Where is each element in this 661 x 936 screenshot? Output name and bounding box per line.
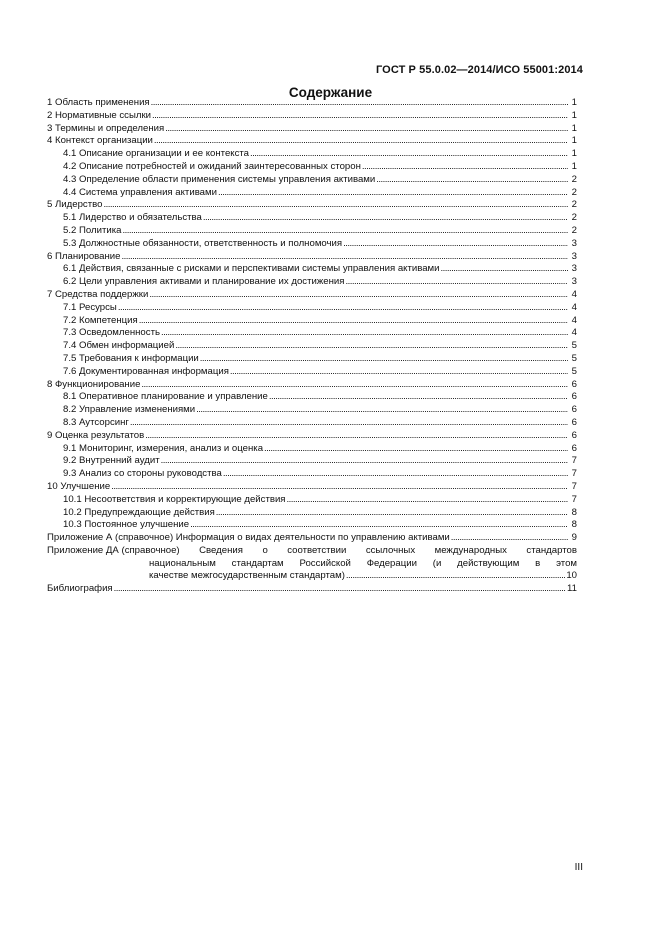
toc-entry-title: 5.3 Должностные обязанности, ответственность и полномочия: [63, 237, 343, 249]
toc-entry: [47, 481, 577, 494]
toc-entry-page: 1: [571, 109, 577, 121]
toc-entry: [47, 161, 577, 174]
dot-leader: [223, 468, 568, 481]
toc-entry-title: 7.2 Компетенция: [63, 314, 138, 326]
toc-entry-title: 8.3 Аутсорсинг: [63, 416, 129, 428]
dot-leader: [451, 532, 568, 545]
dot-leader: [151, 97, 568, 110]
toc-entry-page: 8: [571, 519, 577, 531]
toc-entry-title: 9.3 Анализ со стороны руководства: [63, 468, 222, 480]
toc-entry: [47, 366, 577, 379]
toc-entry-title: 2 Нормативные ссылки: [47, 109, 152, 121]
toc-entry: [47, 430, 577, 443]
toc-word: соответствии: [287, 544, 347, 556]
toc-entry-title: 7.6 Документированная информация: [63, 365, 229, 377]
toc-entry: [47, 123, 577, 136]
toc-entry-page: 1: [571, 135, 577, 147]
toc-entry-page: 9: [571, 532, 577, 544]
toc-entry-title: 5.1 Лидерство и обязательства: [63, 212, 202, 224]
toc-entry-page: 7: [571, 480, 577, 492]
toc-entry-title: 4.3 Определение области применения системы управления активами: [63, 173, 376, 185]
toc-word: стандартов: [526, 544, 577, 556]
toc-entry-page: 2: [571, 173, 577, 185]
toc-entry-title: 8.1 Оперативное планирование и управление: [63, 391, 268, 403]
toc-entry-page: 4: [571, 301, 577, 313]
toc-entry-page: 2: [571, 212, 577, 224]
toc-entry: [47, 404, 577, 417]
toc-word: стандартам: [231, 557, 284, 569]
toc-entry: [47, 340, 577, 353]
dot-leader: [190, 519, 568, 532]
toc-entry: [47, 238, 577, 251]
toc-entry-title: Библиография: [47, 583, 113, 595]
dot-leader: [130, 417, 568, 430]
dot-leader: [203, 212, 568, 225]
toc-entry-title: качестве межгосударственным стандартам): [149, 570, 345, 582]
toc-entry-title: 4 Контекст организации: [47, 135, 153, 147]
toc-entry: [47, 507, 577, 520]
toc-entry-title: 5.2 Политика: [63, 224, 122, 236]
toc-word: ссылочных: [365, 544, 416, 556]
toc-entry: [47, 468, 577, 481]
toc-entry-title: 10 Улучшение: [47, 480, 111, 492]
toc-entry: [47, 174, 577, 187]
dot-leader: [269, 391, 568, 404]
toc-entry: [47, 251, 577, 264]
toc-entry-title: 9.2 Внутренний аудит: [63, 455, 160, 467]
toc-entry-title: 7.1 Ресурсы: [63, 301, 117, 313]
toc-entry: [47, 519, 577, 532]
toc-entry: [47, 187, 577, 200]
toc-entry-page: 7: [571, 468, 577, 480]
dot-leader: [250, 148, 568, 161]
toc-entry-page: 3: [571, 276, 577, 288]
document-code-header: ГОСТ Р 55.0.02—2014/ИСО 55001:2014: [375, 64, 583, 76]
dot-leader: [345, 276, 568, 289]
dot-leader: [200, 353, 568, 366]
toc-entry-title: 9 Оценка результатов: [47, 429, 145, 441]
toc-entry-title: 7 Средства поддержки: [47, 288, 149, 300]
dot-leader: [161, 327, 568, 340]
toc-entry-title: 10.2 Предупреждающие действия: [63, 506, 215, 518]
toc-entry: [47, 135, 577, 148]
toc-entry-page: 4: [571, 288, 577, 300]
dot-leader: [122, 225, 568, 238]
toc-word: Российской: [299, 557, 351, 569]
dot-leader: [118, 302, 568, 315]
toc-entry-page: 10: [566, 570, 577, 582]
toc-entry-page: 6: [571, 378, 577, 390]
toc-entry: [47, 110, 577, 123]
toc-word: Приложение ДА (справочное): [47, 544, 180, 556]
toc-entry-title-line: [47, 545, 577, 558]
dot-leader: [343, 238, 568, 251]
toc-entry-page: 8: [571, 506, 577, 518]
toc-entry-title: 8.2 Управление изменениями: [63, 404, 196, 416]
toc-entry-title: 4.2 Описание потребностей и ожиданий заинтересованных сторон: [63, 160, 361, 172]
toc-entry: [47, 494, 577, 507]
toc-entry-page: 3: [571, 250, 577, 262]
toc-entry: [47, 583, 577, 596]
toc-entry: [47, 417, 577, 430]
dot-leader: [152, 110, 568, 123]
dot-leader: [441, 263, 568, 276]
toc-entry: [47, 225, 577, 238]
toc-entry-page: 5: [571, 340, 577, 352]
toc-entry-page: 6: [571, 442, 577, 454]
toc-entry: [47, 532, 577, 545]
toc-word: Сведения: [199, 544, 243, 556]
toc-entry: [47, 212, 577, 225]
dot-leader: [145, 430, 568, 443]
toc-entry: [47, 327, 577, 340]
dot-leader: [165, 123, 568, 136]
toc-entry-title: 9.1 Мониторинг, измерения, анализ и оценка: [63, 442, 264, 454]
dot-leader: [111, 481, 568, 494]
dot-leader: [376, 174, 568, 187]
toc-entry-page: 1: [571, 122, 577, 134]
toc-entry-page: 7: [571, 455, 577, 467]
toc-entry-title: 5 Лидерство: [47, 199, 103, 211]
toc-entry-title: 10.1 Несоответствия и корректирующие действия: [63, 493, 286, 505]
toc-entry: [47, 302, 577, 315]
dot-leader: [362, 161, 568, 174]
dot-leader: [161, 455, 568, 468]
dot-leader: [346, 570, 565, 583]
toc-entry: [47, 199, 577, 212]
toc-entry-page: 3: [571, 237, 577, 249]
toc-entry-page: 6: [571, 429, 577, 441]
toc-entry-page: 6: [571, 404, 577, 416]
toc-entry-page: 7: [571, 493, 577, 505]
toc-entry-page: 1: [571, 97, 577, 108]
toc-entry-title: 10.3 Постоянное улучшение: [63, 519, 190, 531]
toc-entry-page: 1: [571, 160, 577, 172]
toc-entry: [47, 443, 577, 456]
toc-entry-page: 5: [571, 352, 577, 364]
toc-entry-page: 5: [571, 365, 577, 377]
dot-leader: [139, 315, 568, 328]
dot-leader: [196, 404, 568, 417]
dot-leader: [114, 583, 566, 596]
page-number: III: [574, 862, 583, 873]
toc-entry-page: 2: [571, 186, 577, 198]
toc-word: действующим: [457, 557, 520, 569]
table-of-contents: [47, 97, 577, 596]
toc-entry: [47, 315, 577, 328]
toc-entry-page: 3: [571, 263, 577, 275]
dot-leader: [175, 340, 568, 353]
dot-leader: [216, 507, 568, 520]
toc-entry: [47, 276, 577, 289]
toc-word: в: [535, 557, 541, 569]
toc-word: международных: [434, 544, 507, 556]
toc-entry-title: 3 Термины и определения: [47, 122, 165, 134]
page-title: Содержание: [288, 85, 373, 100]
toc-word: о: [262, 544, 268, 556]
dot-leader: [121, 251, 568, 264]
toc-entry-title: 8 Функционирование: [47, 378, 141, 390]
toc-entry-page: 11: [567, 583, 577, 595]
toc-entry: [47, 263, 577, 276]
toc-entry-title: 4.4 Система управления активами: [63, 186, 217, 198]
toc-entry: [149, 570, 577, 583]
toc-entry-appendix-da: [47, 545, 577, 583]
dot-leader: [230, 366, 568, 379]
toc-entry: [47, 97, 577, 110]
toc-entry-title: 4.1 Описание организации и ее контекста: [63, 148, 250, 160]
toc-word: Федерации: [366, 557, 417, 569]
dot-leader: [287, 494, 569, 507]
toc-entry-title: Приложение А (справочное) Информация о видах деятельности по управлению активами: [47, 532, 450, 544]
toc-entry: [47, 353, 577, 366]
toc-entry-title: 7.3 Осведомленность: [63, 327, 160, 339]
toc-entry-page: 2: [571, 199, 577, 211]
toc-word: национальным: [149, 557, 216, 569]
toc-entry-page: 6: [571, 391, 577, 403]
toc-entry-title: 6.2 Цели управления активами и планирование их достижения: [63, 276, 345, 288]
toc-word: (и: [432, 557, 442, 569]
dot-leader: [141, 379, 568, 392]
toc-word: этом: [556, 557, 577, 569]
toc-entry: [47, 455, 577, 468]
toc-entry-page: 4: [571, 327, 577, 339]
toc-entry: [47, 148, 577, 161]
toc-entry: [47, 391, 577, 404]
dot-leader: [264, 443, 568, 456]
toc-entry-title: 6 Планирование: [47, 250, 121, 262]
toc-entry-title: 7.5 Требования к информации: [63, 352, 199, 364]
toc-entry: [47, 379, 577, 392]
toc-entry-page: 6: [571, 416, 577, 428]
toc-entry-title: 7.4 Обмен информацией: [63, 340, 175, 352]
dot-leader: [218, 187, 568, 200]
toc-entry-page: 1: [571, 148, 577, 160]
dot-leader: [103, 199, 568, 212]
dot-leader: [154, 135, 568, 148]
toc-entry-title: 6.1 Действия, связанные с рисками и перспективами системы управления активами: [63, 263, 440, 275]
dot-leader: [149, 289, 568, 302]
toc-entry: [47, 289, 577, 302]
toc-entry-title-line: [149, 558, 577, 571]
toc-entry-title: 1 Область применения: [47, 97, 150, 108]
toc-entry-page: 4: [571, 314, 577, 326]
toc-entry-page: 2: [571, 224, 577, 236]
